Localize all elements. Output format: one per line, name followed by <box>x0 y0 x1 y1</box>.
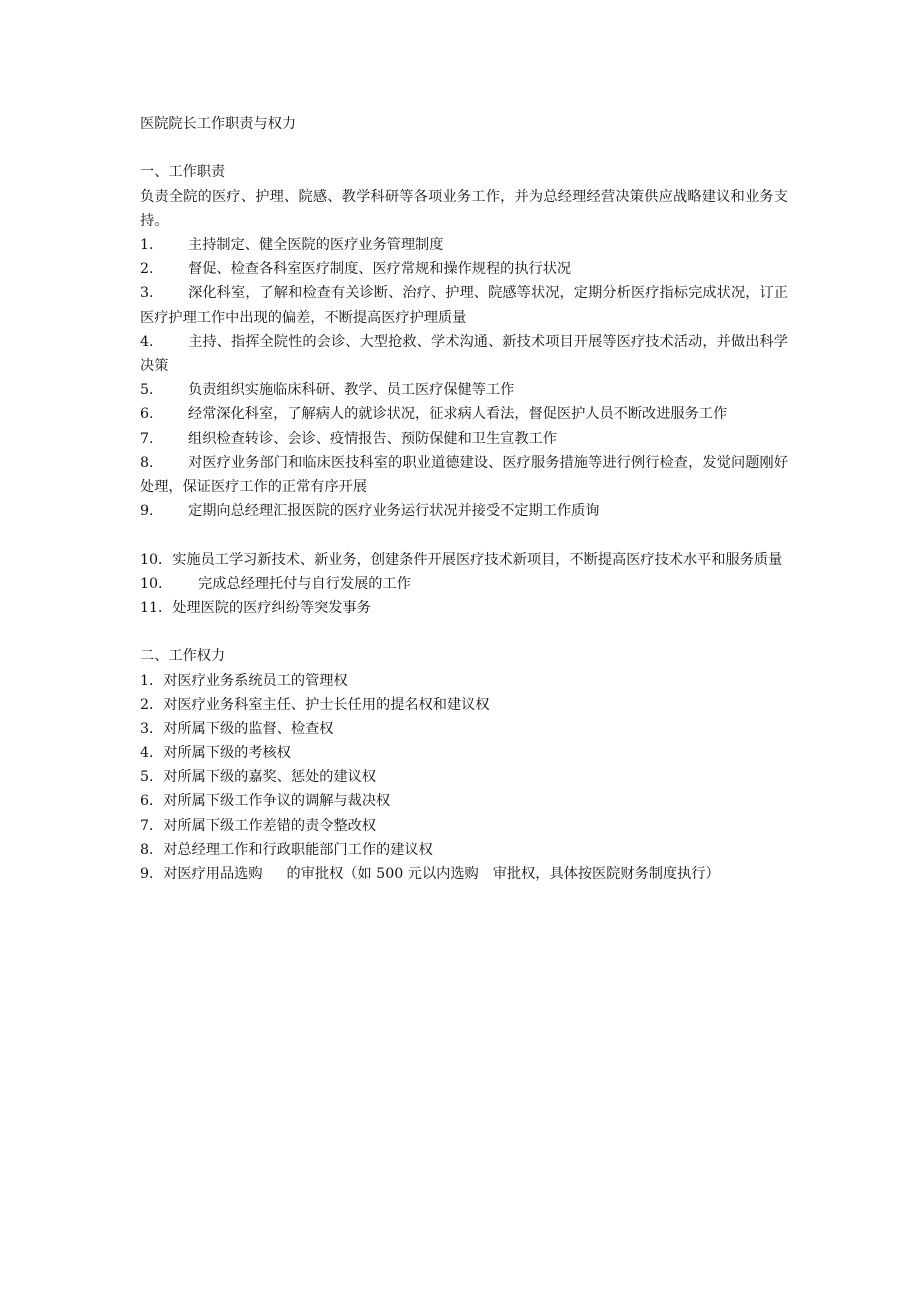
item-text: 主持制定、健全医院的医疗业务管理制度 <box>188 236 444 253</box>
item-text-part: 9．对医疗用品选购 <box>140 866 263 883</box>
item-text: 经常深化科室，了解病人的就诊状况，征求病人看法，督促医护人员不断改进服务工作 <box>188 406 728 423</box>
list-item <box>140 862 788 886</box>
item-text: 完成总经理托付与自行发展的工作 <box>198 575 411 592</box>
item-text: 对医疗业务部门和临床医技科室的职业道德建设、医疗服务措施等进行例行检查，发觉问题刚好处理，保证医疗工作的正常有序开展 <box>140 454 788 495</box>
list-item: 11．处理医院的医疗纠纷等突发事务 <box>140 599 371 616</box>
list-item <box>140 233 788 257</box>
list-item <box>140 281 788 329</box>
list-item: 10．实施员工学习新技术、新业务，创建条件开展医疗技术新项目，不断提高医疗技术水平和服务质量 <box>140 551 783 568</box>
list-item <box>140 427 788 451</box>
list-item: 5．对所属下级的嘉奖、惩处的建议权 <box>140 769 377 786</box>
item-number: 8. <box>140 454 154 471</box>
item-text-part: 审批权，具体按医院财务制度执行） <box>492 866 720 883</box>
item-number: 4. <box>140 333 154 350</box>
list-item: 2．对医疗业务科室主任、护士长任用的提名权和建议权 <box>140 696 490 713</box>
item-text: 主持、指挥全院性的会诊、大型抢救、学术沟通、新技术项目开展等医疗技术活动，并做出科学决策 <box>140 333 788 374</box>
item-text: 督促、检查各科室医疗制度、医疗常规和操作规程的执行状况 <box>188 261 572 278</box>
item-text: 负责组织实施临床科研、教学、员工医疗保健等工作 <box>188 382 515 399</box>
list-item: 1．对医疗业务系统员工的管理权 <box>140 672 348 689</box>
list-item <box>140 499 788 523</box>
item-number: 5. <box>140 382 154 399</box>
list-item <box>140 402 788 426</box>
blank-line <box>140 523 788 547</box>
list-item: 3．对所属下级的监督、检查权 <box>140 720 334 737</box>
list-item <box>140 378 788 402</box>
item-number: 6. <box>140 406 154 423</box>
item-text: 定期向总经理汇报医院的医疗业务运行状况并接受不定期工作质询 <box>188 503 600 520</box>
item-text: 深化科室，了解和检查有关诊断、治疗、护理、院感等状况，定期分析医疗指标完成状况，订正医疗护理工作中出现的偏差，不断提高医疗护理质量 <box>140 285 788 326</box>
blank-line <box>140 620 788 644</box>
section-heading-duties: 一、工作职责 <box>140 164 226 181</box>
list-item: 6．对所属下级工作争议的调解与裁决权 <box>140 793 391 810</box>
list-item: 4．对所属下级的考核权 <box>140 745 291 762</box>
list-item: 8．对总经理工作和行政职能部门工作的建议权 <box>140 841 433 858</box>
item-number: 3. <box>140 285 154 302</box>
item-number: 10. <box>140 575 163 592</box>
item-number: 9. <box>140 503 154 520</box>
item-number: 2. <box>140 261 154 278</box>
item-text-part: 的审批权（如 500 元以内选购 <box>286 866 479 883</box>
item-number: 1. <box>140 236 154 253</box>
section-heading-powers: 二、工作权力 <box>140 648 226 665</box>
list-item <box>140 257 788 281</box>
document-page <box>140 112 788 886</box>
list-item: 7．对所属下级工作差错的责令整改权 <box>140 817 377 834</box>
document-title: 医院院长工作职责与权力 <box>140 116 297 132</box>
list-item <box>140 330 788 378</box>
duties-intro: 负责全院的医疗、护理、院感、教学科研等各项业务工作，并为总经理经营决策供应战略建议和业务支持。 <box>140 188 788 229</box>
item-number: 7. <box>140 430 154 447</box>
list-item <box>140 451 788 499</box>
list-item <box>140 572 788 596</box>
item-text: 组织检查转诊、会诊、疫情报告、预防保健和卫生宣教工作 <box>188 430 557 447</box>
